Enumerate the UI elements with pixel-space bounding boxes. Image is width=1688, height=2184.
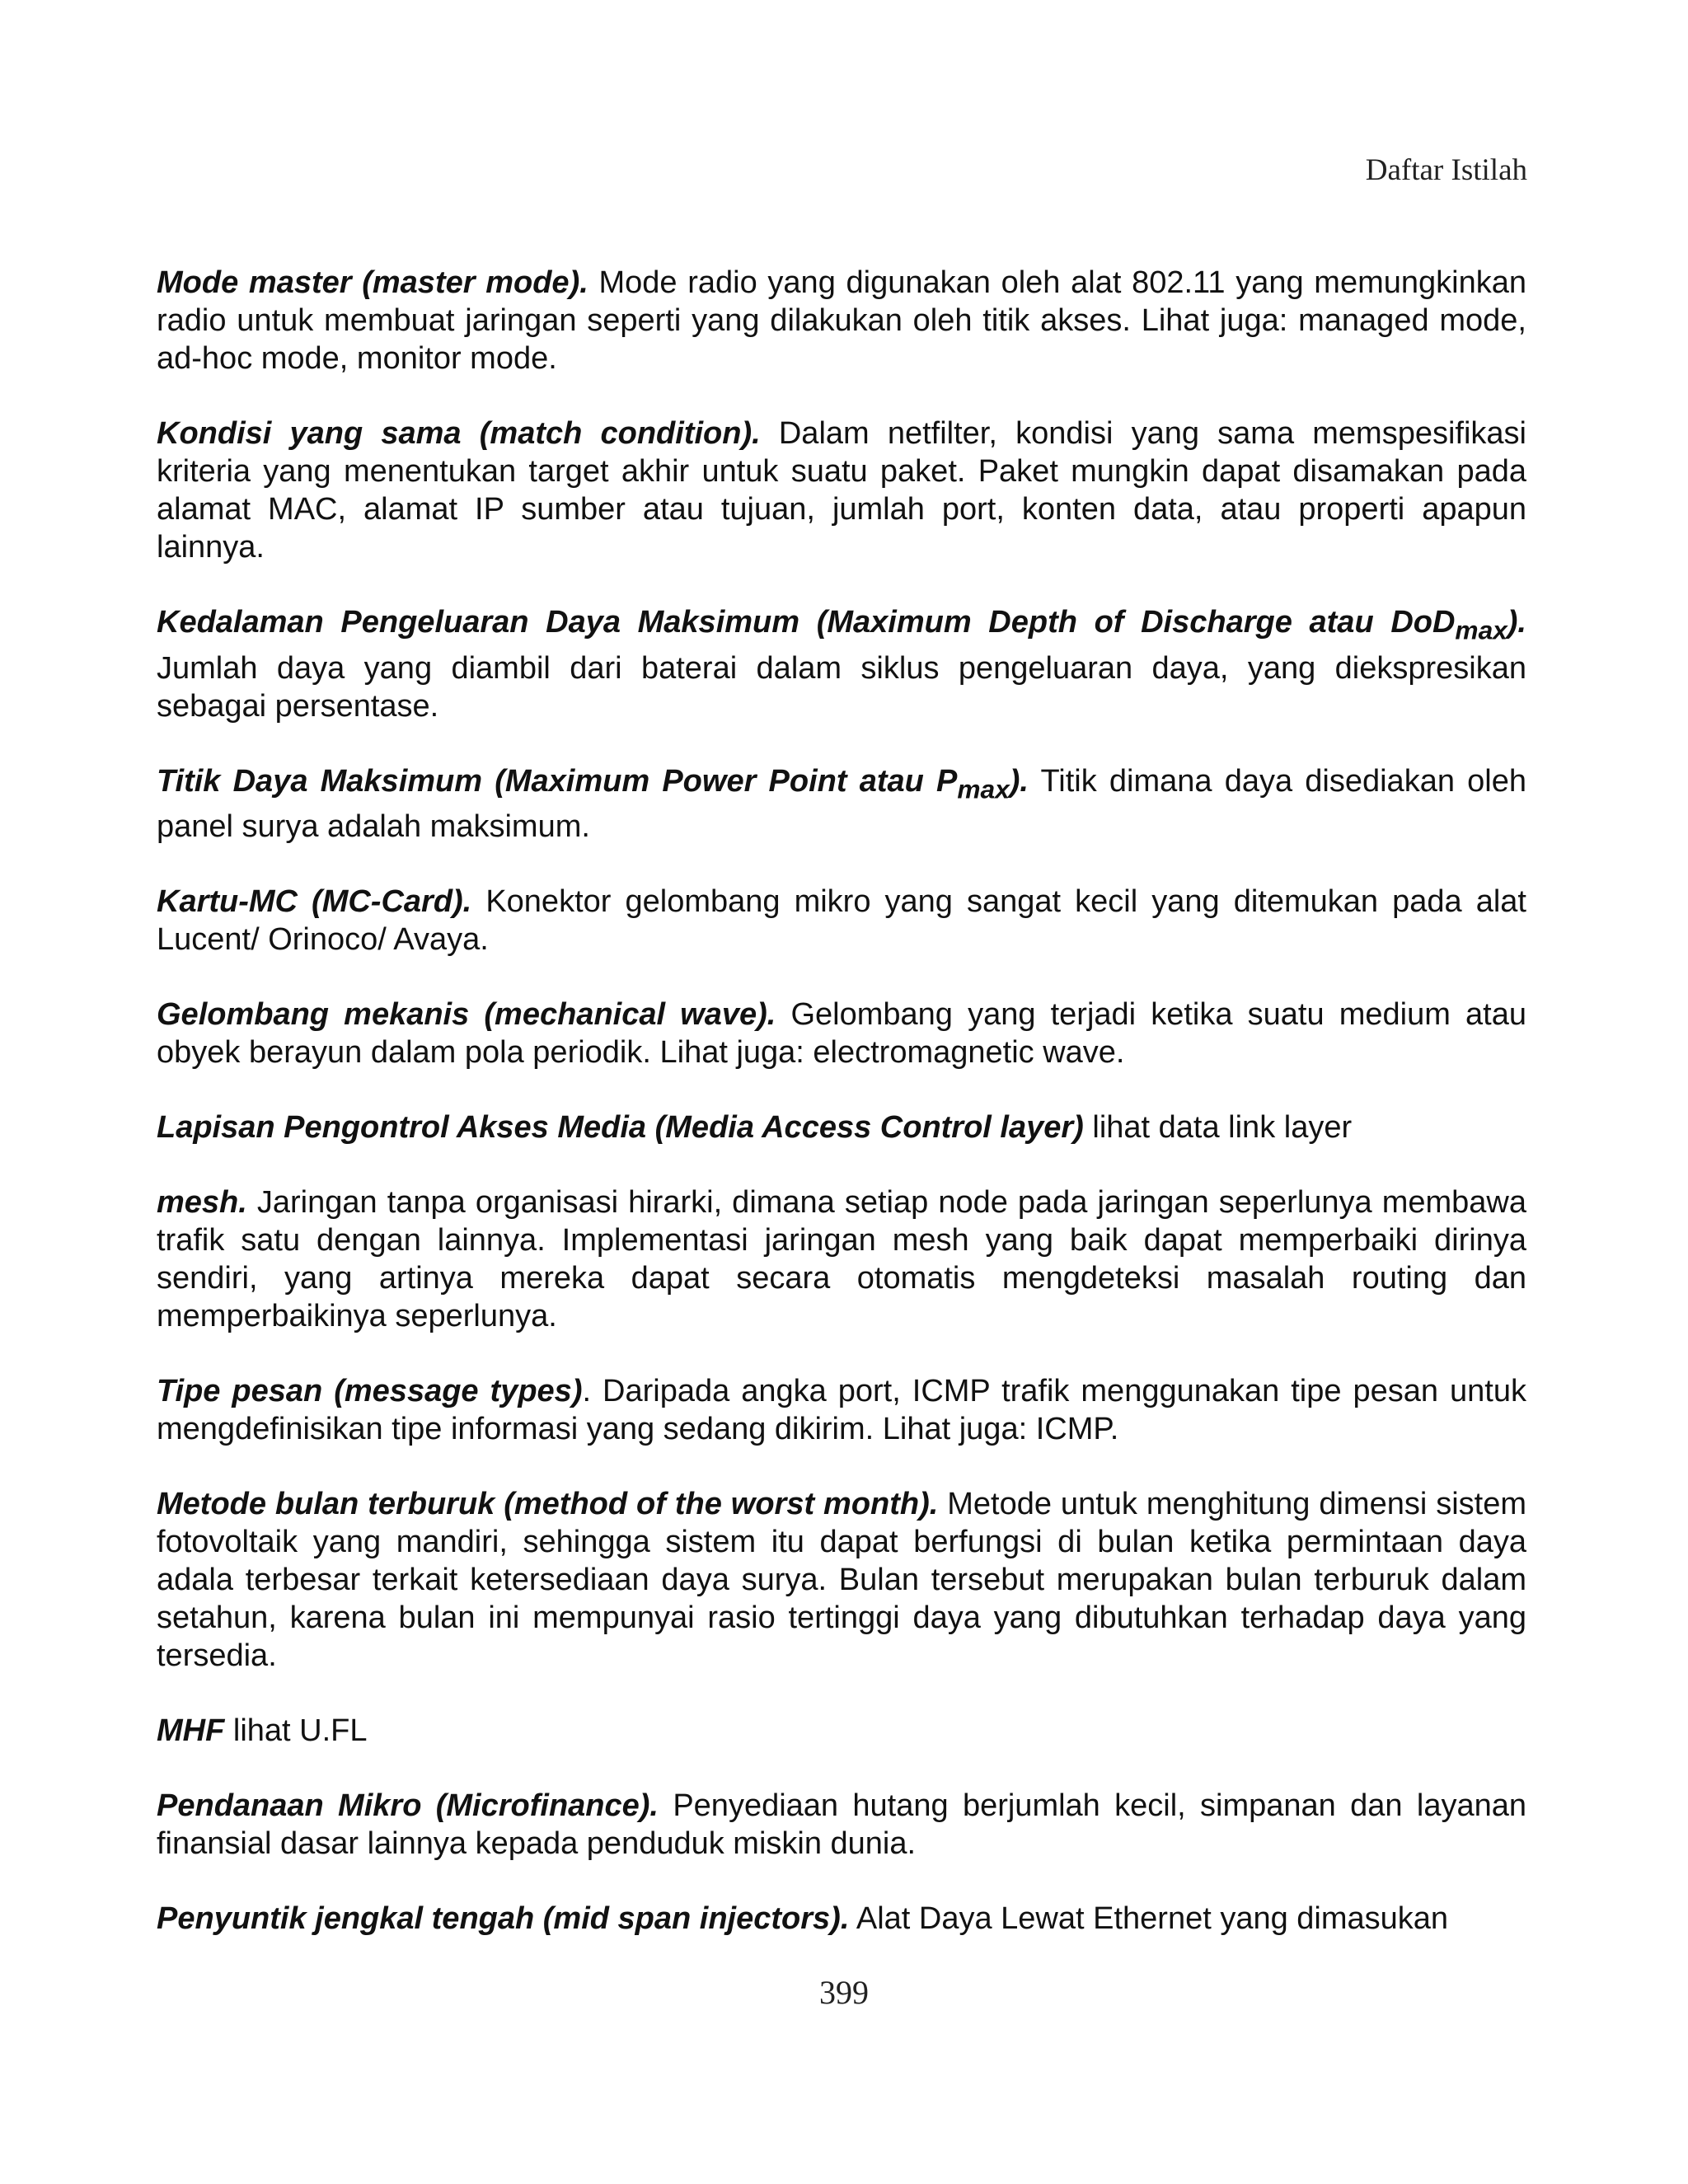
- glossary-definition: Gelombang yang terjadi ketika suatu medium atau obyek berayun dalam pola periodik. Lihat juga: electromagnetic wave.: [157, 997, 1526, 1071]
- glossary-term: MHF: [157, 1713, 225, 1749]
- glossary-entry: [157, 883, 1526, 958]
- term-end: ).: [1009, 763, 1029, 799]
- term-subscript: max: [1455, 615, 1507, 645]
- glossary-term: Tipe pesan (message types): [157, 1374, 583, 1409]
- glossary-definition: Jaringan tanpa organisasi hirarki, dimana setiap node pada jaringan seperlunya membawa trafik satu dengan lainnya. Implementasi jaringan mesh yang baik dapat memperbaiki dirinya sendiri, yang artinya mereka dapat secara otomatis mengdeteksi masalah routing dan memperbaikinya seperlunya.: [157, 1185, 1526, 1334]
- glossary-term: Pendanaan Mikro (Microfinance).: [157, 1788, 659, 1824]
- glossary-definition: lihat U.FL: [224, 1713, 368, 1749]
- glossary-term: [157, 605, 1526, 645]
- glossary-definition: Alat Daya Lewat Ethernet yang dimasukan: [849, 1901, 1449, 1937]
- glossary-entry: [157, 1108, 1526, 1146]
- glossary-definition: Mode radio yang digunakan oleh alat 802.11 yang memungkinkan radio untuk membuat jaringan seperti yang dilakukan oleh titik akses. Lihat juga: managed mode, ad-hoc mode, monitor mode.: [157, 265, 1526, 376]
- glossary-term: [157, 763, 1029, 804]
- glossary-entry: [157, 603, 1526, 725]
- glossary-term: Kondisi yang sama (match condition).: [157, 416, 761, 451]
- glossary-definition: . Daripada angka port, ICMP trafik menggunakan tipe pesan untuk mengdefinisikan tipe informasi yang sedang dikirim. Lihat juga: ICMP.: [157, 1374, 1526, 1447]
- glossary-entry: [157, 1787, 1526, 1863]
- glossary-term: mesh.: [157, 1185, 247, 1221]
- glossary-entry: [157, 1372, 1526, 1448]
- glossary-term: Penyuntik jengkal tengah (mid span injectors).: [157, 1901, 850, 1937]
- glossary-term: Gelombang mekanis (mechanical wave).: [157, 997, 776, 1033]
- glossary-entry: [157, 264, 1526, 377]
- glossary-entry: [157, 415, 1526, 566]
- term-subscript: max: [957, 774, 1010, 804]
- page-number: 399: [819, 1974, 869, 2011]
- glossary-definition: Penyediaan hutang berjumlah kecil, simpanan dan layanan finansial dasar lainnya kepada penduduk miskin dunia.: [157, 1788, 1526, 1862]
- glossary-entry: [157, 1712, 1526, 1750]
- term-end: ).: [1507, 605, 1526, 640]
- glossary-term: Mode master (master mode).: [157, 265, 588, 300]
- glossary-term: Lapisan Pengontrol Akses Media (Media Access Control layer): [157, 1110, 1084, 1146]
- glossary-term: Kartu-MC (MC-Card).: [157, 884, 472, 920]
- glossary-entry: [157, 1485, 1526, 1675]
- glossary-term: Metode bulan terburuk (method of the worst month).: [157, 1487, 939, 1522]
- running-header: Daftar Istilah: [1365, 153, 1527, 187]
- term-text: Kedalaman Pengeluaran Daya Maksimum (Maximum Depth of Discharge atau DoD: [157, 605, 1456, 640]
- glossary-definition: lihat data link layer: [1083, 1110, 1353, 1146]
- glossary-definition: Dalam netfilter, kondisi yang sama memspesifikasi kriteria yang menentukan target akhir untuk suatu paket. Paket mungkin dapat disamakan pada alamat MAC, alamat IP sumber atau tujuan, jumlah port, konten data, atau properti apapun lainnya.: [157, 416, 1526, 565]
- glossary-entry: [157, 1900, 1526, 1938]
- glossary-definition: Titik dimana daya disediakan oleh panel surya adalah maksimum.: [157, 763, 1526, 845]
- glossary-entry: [157, 996, 1526, 1071]
- glossary-content: [157, 264, 1526, 1975]
- glossary-entry: [157, 1183, 1526, 1335]
- glossary-definition: Metode untuk menghitung dimensi sistem fotovoltaik yang mandiri, sehingga sistem itu dapat berfungsi di bulan ketika permintaan daya adala terbesar terkait ketersediaan daya surya. Bulan tersebut merupakan bulan terburuk dalam setahun, karena bulan ini mempunyai rasio tertinggi daya yang dibutuhkan terhadap daya yang tersedia.: [157, 1487, 1526, 1674]
- glossary-definition: Konektor gelombang mikro yang sangat kecil yang ditemukan pada alat Lucent/ Orinoco/ Avaya.: [157, 884, 1526, 958]
- glossary-entry: [157, 762, 1526, 846]
- term-text: Titik Daya Maksimum (Maximum Power Point atau P: [157, 763, 958, 799]
- glossary-definition: Jumlah daya yang diambil dari baterai dalam siklus pengeluaran daya, yang diekspresikan sebagai persentase.: [157, 650, 1526, 724]
